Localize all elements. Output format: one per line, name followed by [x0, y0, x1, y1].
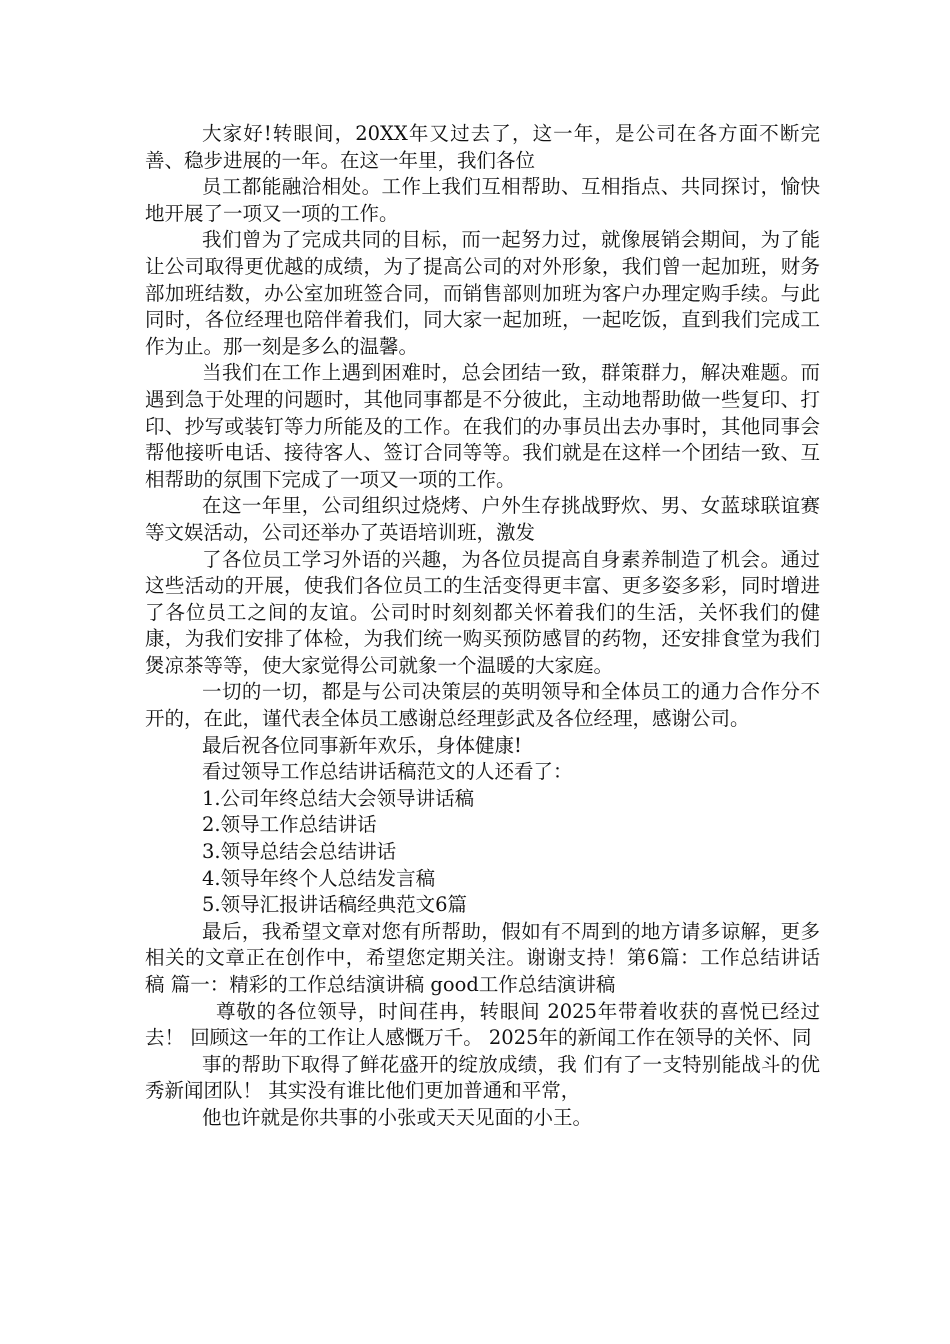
- paragraph-activities: 在这一年里，公司组织过烧烤、户外生存挑战野炊、男、女蓝球联谊赛等文娱活动，公司还举办了英语培训班，激发: [145, 494, 820, 544]
- related-link-2[interactable]: 2.领导工作总结讲话: [202, 813, 377, 837]
- paragraph-wishes: 最后祝各位同事新年欢乐，身体健康!: [202, 733, 522, 757]
- related-link-4[interactable]: 4.领导年终个人总结发言稿: [202, 866, 436, 890]
- paragraph-speech-team: 事的帮助下取得了鲜花盛开的绽放成绩，我 们有了一支特别能战斗的优秀新闻团队！ 其实没有谁比他们更加普通和平常，: [145, 1052, 820, 1103]
- related-link-1[interactable]: 1.公司年终总结大会领导讲话稿: [202, 786, 475, 810]
- document-body: [145, 121, 820, 1132]
- related-heading: 看过领导工作总结讲话稿范文的人还看了：: [202, 760, 573, 784]
- paragraph-closing: 最后，我希望文章对您有所帮助，假如有不周到的地方请多谅解，更多相关的文章正在创作中，希望您定期关注。谢谢支持！第6篇：工作总结讲话稿 篇一：精彩的工作总结演讲稿 good工作总结演讲稿: [145, 919, 820, 996]
- related-link-3[interactable]: 3.领导总结会总结讲话: [202, 840, 397, 864]
- paragraph-speech-colleague: 他也许就是你共事的小张或天天见面的小王。: [202, 1105, 593, 1129]
- related-link-5[interactable]: 5.领导汇报讲话稿经典范文6篇: [202, 893, 468, 917]
- paragraph-thanks: 一切的一切，都是与公司决策层的英明领导和全体员工的通力合作分不开的，在此，谨代表全体员工感谢总经理彭武及各位经理，感谢公司。: [145, 680, 820, 731]
- paragraph-overtime: 我们曾为了完成共同的目标，而一起努力过，就像展销会期间，为了能让公司取得更优越的成绩，为了提高公司的对外形象，我们曾一起加班，财务部加班结数，办公室加班签合同，而销售部则加班为客户办理定购手续。与此同时，各位经理也陪伴着我们，同大家一起加班，一起吃饭，直到我们完成工作为止。那一刻是多么的温馨。: [145, 228, 820, 358]
- paragraph-greeting: 大家好!转眼间，20XX年又过去了，这一年，是公司在各方面不断完善、稳步进展的一年。在这一年里，我们各位: [145, 122, 820, 172]
- paragraph-teamwork: 当我们在工作上遇到困难时，总会团结一致，群策群力，解决难题。而遇到急于处理的问题时，其他同事都是不分彼此，主动地帮助做一些复印、打印、抄写或装钉等力所能及的工作。在我们的办事员出去办事时，其他同事会帮他接听电话、接待客人、签订合同等等。我们就是在这样一个团结一致、互相帮助的氛围下完成了一项又一项的工作。: [145, 361, 820, 491]
- paragraph-care: 了各位员工学习外语的兴趣，为各位员提高自身素养制造了机会。通过这些活动的开展，使我们各位员工的生活变得更丰富、更多姿多彩，同时增进了各位员工之间的友谊。公司时时刻刻都关怀着我们的生活，关怀我们的健康，为我们安排了体检，为我们统一购买预防感冒的药物，还安排食堂为我们煲凉茶等等，使大家觉得公司就象一个温暖的大家庭。: [145, 547, 820, 677]
- paragraph-speech-opening: 尊敬的各位领导，时间荏冉，转眼间 2025年带着收获的喜悦已经过去！ 回顾这一年的工作让人感慨万千。 2025年的新闻工作在领导的关怀、同: [145, 999, 820, 1050]
- paragraph-colleagues: 员工都能融洽相处。工作上我们互相帮助、互相指点、共同探讨，愉快地开展了一项又一项的工作。: [145, 175, 820, 225]
